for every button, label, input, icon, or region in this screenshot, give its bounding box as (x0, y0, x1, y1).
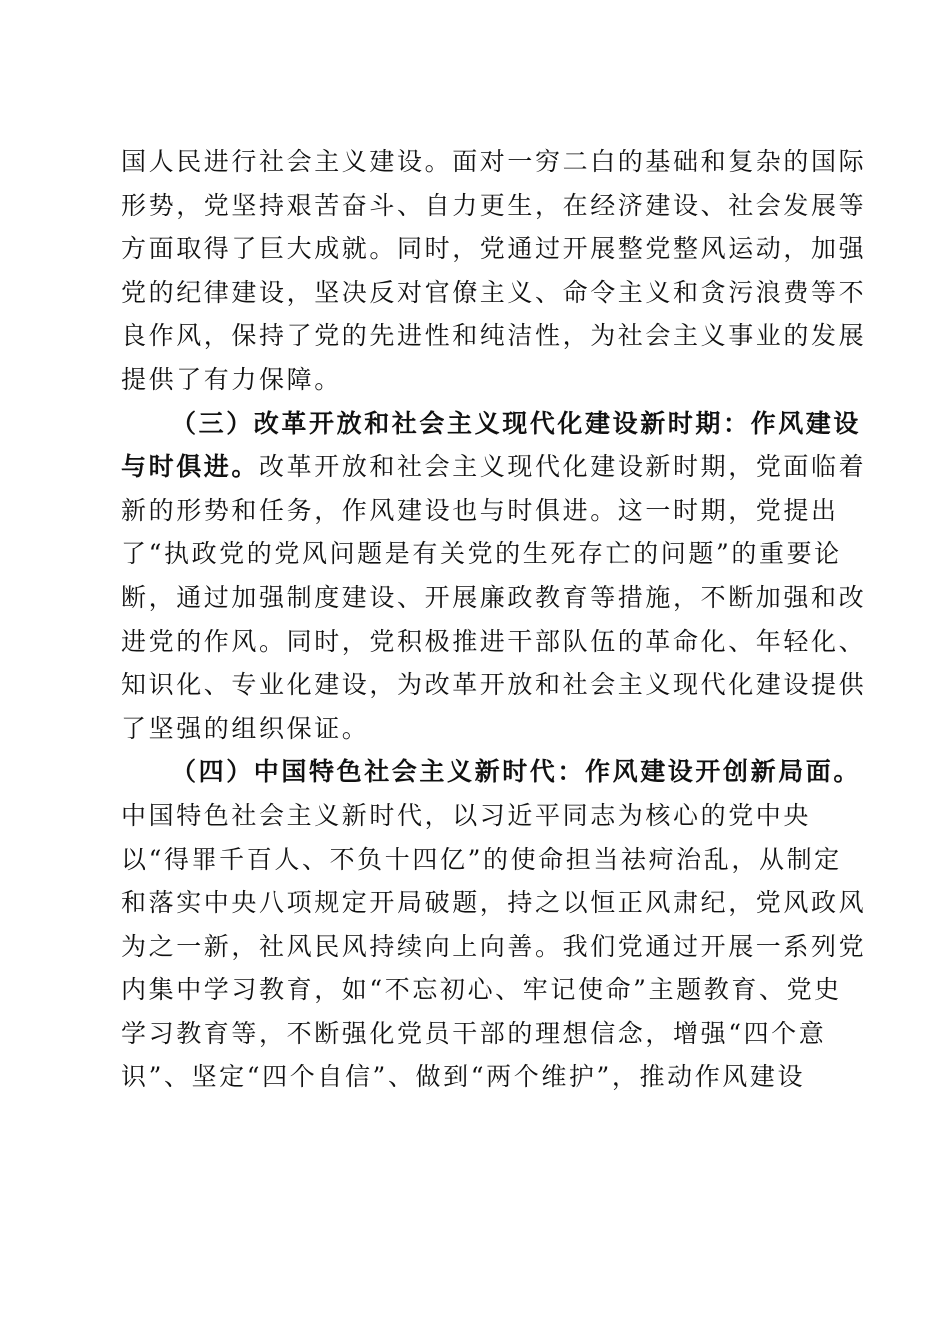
section-heading-three: （三）改革开放和社会主义现代化建设新时期：作风建设 (171, 408, 862, 438)
paragraph-reform-and-opening (121, 402, 867, 751)
document-body (121, 140, 867, 1099)
body-text-line: 良作风，保持了党的先进性和纯洁性，为社会主义事业的发展 (121, 321, 867, 351)
body-text-line: 党的纪律建设，坚决反对官僚主义、命令主义和贪污浪费等不 (121, 277, 867, 307)
paragraph-new-era (121, 750, 867, 1099)
body-text-line: 新的形势和任务，作风建设也与时俱进。这一时期，党提出 (121, 495, 839, 525)
body-text-line: 形势，党坚持艰苦奋斗、自力更生，在经济建设、社会发展等 (121, 190, 867, 220)
body-text-line: 以“得罪千百人、不负十四亿”的使命担当祛疴治乱，从制定 (121, 844, 842, 874)
body-text-line: 内集中学习教育，如“不忘初心、牢记使命”主题教育、党史 (121, 975, 842, 1005)
body-text-line: 断，通过加强制度建设、开展廉政教育等措施，不断加强和改 (121, 582, 867, 612)
body-text-line: 和落实中央八项规定开局破题，持之以恒正风肃纪，党风政风 (121, 888, 867, 918)
body-text-line: 提供了有力保障。 (121, 364, 342, 394)
section-heading-four: （四）中国特色社会主义新时代：作风建设开创新局面。 (171, 757, 862, 787)
body-text-line (121, 445, 867, 489)
paragraph-socialist-construction (121, 140, 867, 402)
body-text-line: 学习教育等，不断强化党员干部的理想信念，增强“四个意 (121, 1018, 827, 1048)
body-text-line: 中国特色社会主义新时代，以习近平同志为核心的党中央 (121, 800, 812, 830)
body-text-line: 方面取得了巨大成就。同时，党通过开展整党整风运动，加强 (121, 234, 867, 264)
section-heading-three-end: 与时俱进。 (121, 452, 260, 482)
body-text-line: 了坚强的组织保证。 (121, 713, 370, 743)
body-text-line: 了“执政党的党风问题是有关党的生死存亡的问题”的重要论 (121, 539, 842, 569)
body-text-run: 改革开放和社会主义现代化建设新时期，党面临着 (259, 452, 867, 482)
body-text-line: 知识化、专业化建设，为改革开放和社会主义现代化建设提供 (121, 670, 867, 700)
body-text-line: 识”、坚定“四个自信”、做到“两个维护”，推动作风建设 (121, 1062, 806, 1092)
body-text-line: 为之一新，社风民风持续向上向善。我们党通过开展一系列党 (121, 931, 867, 961)
body-text-line: 进党的作风。同时，党积极推进干部队伍的革命化、年轻化、 (121, 626, 867, 656)
body-text-line: 国人民进行社会主义建设。面对一穷二白的基础和复杂的国际 (121, 147, 867, 176)
